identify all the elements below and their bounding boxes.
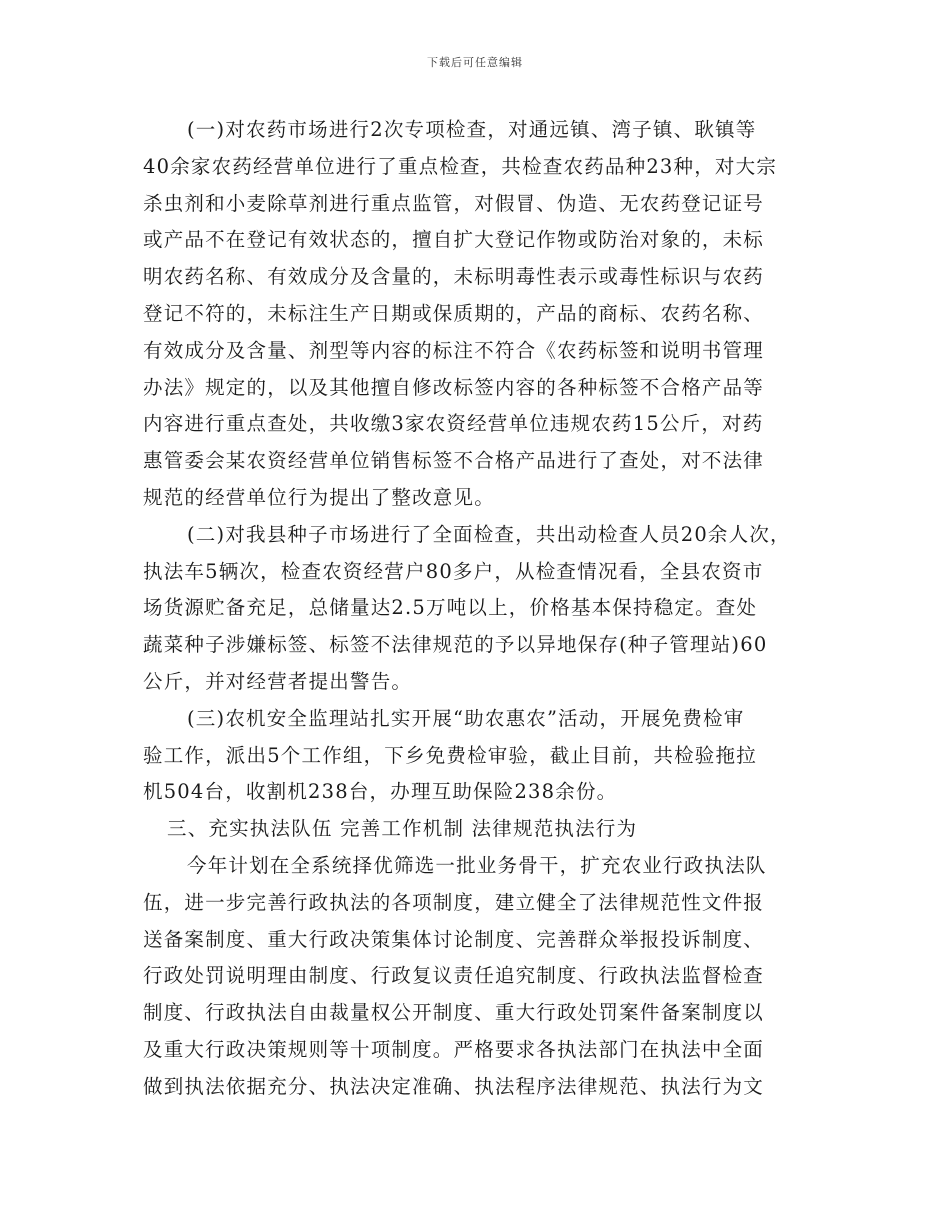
header-note: 下载后可任意编辑 [427,56,523,69]
paragraph-line: 或产品不在登记有效状态的，擅自扩大登记作物或防治对象的，未标 [143,228,765,252]
paragraph-line: 蔬菜种子涉嫌标签、标签不法律规范的予以异地保存(种子管理站)60 [143,633,768,657]
paragraph-line: 行政处罚说明理由制度、行政复议责任追究制度、行政执法监督检查 [143,964,765,988]
paragraph-line: 公斤，并对经营者提出警告。 [143,669,413,693]
paragraph-line: 明农药名称、有效成分及含量的，未标明毒性表示或毒性标识与农药 [143,265,765,289]
paragraph-line: 场货源贮备充足，总储量达2.5万吨以上，价格基本保持稳定。查处 [143,596,758,620]
paragraph-line: 惠管委会某农资经营单位销售标签不合格产品进行了查处，对不法律 [143,449,765,473]
body-text [143,112,808,1106]
paragraph-line: 有效成分及含量、剂型等内容的标注不符合《农药标签和说明书管理 [143,338,765,362]
paragraph-line: (三)农机安全监理站扎实开展“助农惠农”活动，开展免费检审 [187,706,745,730]
paragraph-line: 做到执法依据充分、执法决定准确、执法程序法律规范、执法行为文 [143,1074,765,1098]
paragraph-line: (二)对我县种子市场进行了全面检查，共出动检查人员20余人次， [187,522,791,546]
paragraph-line: 验工作，派出5个工作组，下乡免费检审验，截止目前，共检验拖拉 [143,743,757,767]
paragraph-line: 规范的经营单位行为提出了整改意见。 [143,485,495,509]
paragraph-line: 执法车5辆次，检查农资经营户80多户，从检查情况看，全县农资市 [143,559,764,583]
paragraph-line: 制度、行政执法自由裁量权公开制度、重大行政处罚案件备案制度以 [143,1001,765,1025]
paragraph-line: (一)对农药市场进行2次专项检查，对通远镇、湾子镇、耿镇等 [187,118,757,141]
paragraph-line: 今年计划在全系统择优筛选一批业务骨干，扩充农业行政执法队 [187,853,767,877]
paragraph-line: 杀虫剂和小麦除草剂进行重点监管，对假冒、伪造、无农药登记证号 [143,191,765,215]
paragraph-line: 机504台，收割机238台，办理互助保险238余份。 [143,780,618,804]
paragraph-line: 登记不符的，未标注生产日期或保质期的，产品的商标、农药名称、 [143,301,765,325]
paragraph-line: 伍，进一步完善行政执法的各项制度，建立健全了法律规范性文件报 [143,890,765,914]
paragraph-line: 内容进行重点查处，共收缴3家农资经营单位违规农药15公斤，对药 [143,412,764,436]
paragraph-line: 及重大行政决策规则等十项制度。严格要求各执法部门在执法中全面 [143,1037,765,1061]
paragraph-line: 送备案制度、重大行政决策集体讨论制度、完善群众举报投诉制度、 [143,927,765,951]
paragraph-line: 40余家农药经营单位进行了重点检查，共检查农药品种23种，对大宗 [143,154,778,178]
section-heading: 三、充实执法队伍 完善工作机制 法律规范执法行为 [167,817,638,841]
paragraph-line: 办法》规定的，以及其他擅自修改标签内容的各种标签不合格产品等 [143,375,765,399]
